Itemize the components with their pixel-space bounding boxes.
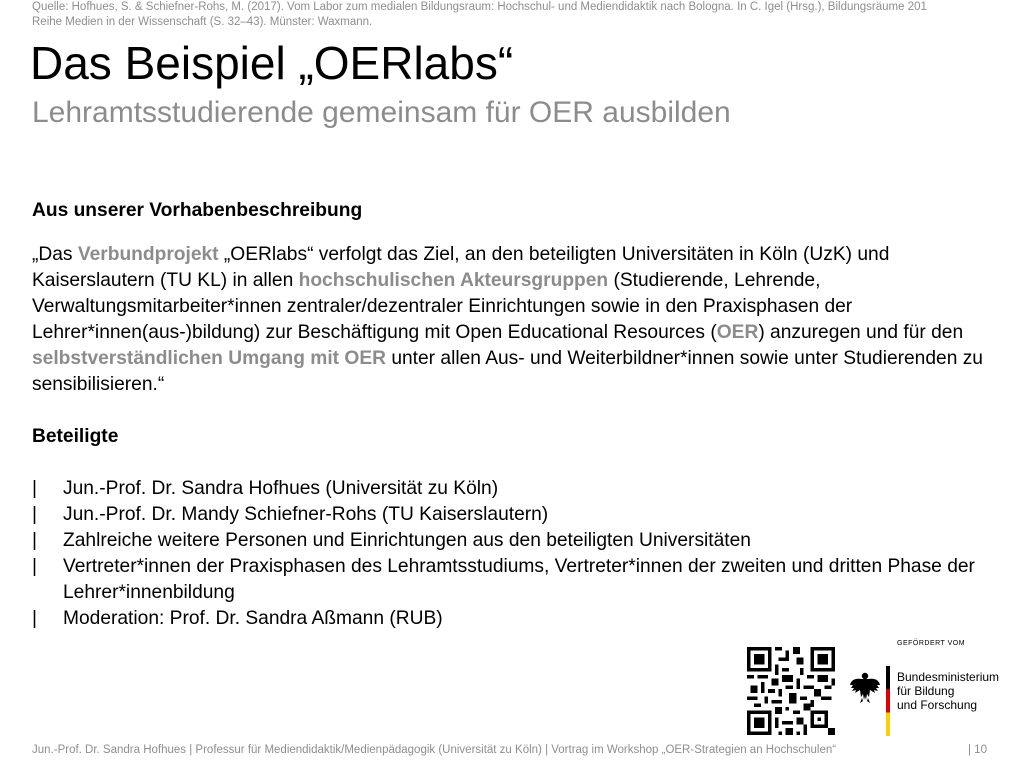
participants-list xyxy=(32,476,992,632)
slide-subtitle: Lehramtsstudierende gemeinsam für OER ausbilden xyxy=(32,96,731,129)
slide-footer: Jun.-Prof. Dr. Sandra Hofhues | Professur für Mediendidaktik/Medienpädagogik (Universität zu Köln) | Vortrag im Workshop „OER-Strategien an Hochschulen“ xyxy=(32,744,837,756)
qr-code-icon[interactable] xyxy=(747,647,835,735)
section-heading-participants: Beteiligte xyxy=(32,426,119,447)
funder-name xyxy=(897,670,999,712)
bullet-bar: | xyxy=(32,556,37,577)
quote-highlight-2: hochschulischen Akteursgruppen xyxy=(298,270,609,291)
quote-highlight-4: selbstverständlichen Umgang mit OER xyxy=(32,348,386,369)
funder-label: GEFÖRDERT VOM xyxy=(897,640,966,647)
source-line-2: Reihe Medien in der Wissenschaft (S. 32–43). Münster: Waxmann. xyxy=(32,16,373,28)
quote-highlight-3: OER xyxy=(716,322,759,343)
quote-text-5: unter allen Aus- und Weiterbildner*innen sowie unter Studierenden zu sensibilisieren.“ xyxy=(32,348,983,395)
quote-text-1: „Das xyxy=(32,244,78,265)
project-quote xyxy=(32,242,992,398)
quote-text-2: „OERlabs“ verfolgt das Ziel, an den beteiligten Universitäten in Köln (UzK) und Kaiserslautern (TU KL) in allen xyxy=(32,244,890,291)
list-item xyxy=(32,554,992,606)
list-item-text: Jun.-Prof. Dr. Mandy Schiefner-Rohs (TU Kaiserslautern) xyxy=(63,504,549,525)
quote-highlight-1: Verbundprojekt xyxy=(77,244,219,265)
funder-name-line-2: für Bildung xyxy=(897,684,955,698)
bullet-bar: | xyxy=(32,608,37,629)
funder-name-line-3: und Forschung xyxy=(897,698,978,712)
federal-eagle-icon xyxy=(850,670,880,704)
bullet-bar: | xyxy=(32,530,37,551)
source-line-1: Quelle: Hofhues, S. & Schiefner-Rohs, M. (2017). Vom Labor zum medialen Bildungsraum: Hochschul- und Mediendidaktik nach Bologna. In C. Igel (Hrsg.), Bildungsräume 201 xyxy=(32,1,927,13)
bullet-bar: | xyxy=(32,504,37,525)
slide-title: Das Beispiel „OERlabs“ xyxy=(30,37,514,89)
list-item xyxy=(32,528,992,554)
page-number: | 10 xyxy=(968,744,987,756)
flag-stripe xyxy=(886,666,890,736)
funder-logo xyxy=(850,630,1020,740)
list-item-text: Zahlreiche weitere Personen und Einrichtungen aus den beteiligten Universitäten xyxy=(63,530,751,551)
list-item-text: Moderation: Prof. Dr. Sandra Aßmann (RUB) xyxy=(63,608,443,629)
list-item-text: Jun.-Prof. Dr. Sandra Hofhues (Universität zu Köln) xyxy=(63,478,499,499)
section-heading-description: Aus unserer Vorhabenbeschreibung xyxy=(32,200,363,221)
slide-content xyxy=(32,198,992,632)
quote-text-4: ) anzuregen und für den xyxy=(758,322,964,343)
source-citation xyxy=(32,0,1024,30)
list-item-text: Vertreter*innen der Praxisphasen des Lehramtsstudiums, Vertreter*innen der zweiten und dritten Phase der Lehrer*innenbildung xyxy=(63,556,975,603)
bullet-bar: | xyxy=(32,478,37,499)
list-item xyxy=(32,606,992,632)
funder-name-line-1: Bundesministerium xyxy=(897,670,1000,684)
list-item xyxy=(32,502,992,528)
quote-text-3: (Studierende, Lehrende, Verwaltungsmitarbeiter*innen zentraler/dezentraler Einrichtungen sowie in den Praxisphasen der Lehrer*innen(aus-)bildung) zur Beschäftigung mit Open Educational Resources ( xyxy=(32,270,853,343)
list-item xyxy=(32,476,992,502)
